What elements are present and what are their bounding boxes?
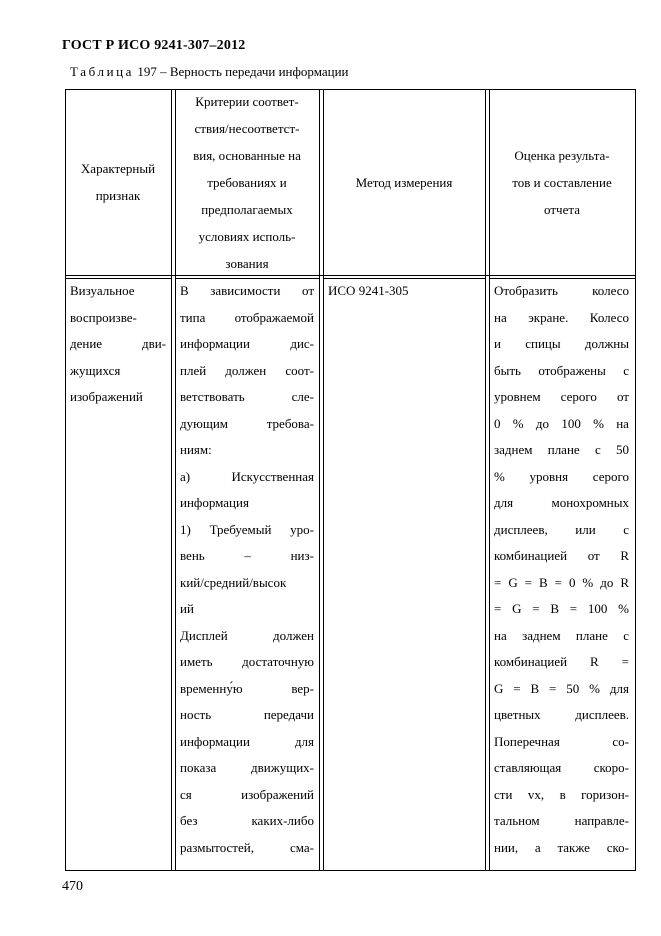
cell-line: Отобразить колесо [494, 283, 629, 298]
header-line: ствия/несоответст- [194, 120, 300, 136]
cell-line: вень – низ- [180, 548, 314, 563]
cell-line: без каких-либо [180, 813, 314, 828]
header-method [323, 89, 485, 275]
cell-line: цветных дисплеев. [494, 707, 629, 722]
cell-line: = G = B = 100 % [494, 601, 629, 616]
cell-line: Дисплей должен [180, 627, 314, 643]
caption-text: 197 – Верность передачи информации [134, 64, 349, 79]
cell-line: ность передачи [180, 707, 314, 722]
cell-line: изображений [70, 389, 143, 404]
header-line: тов и составление [512, 174, 612, 190]
cell-line: 1) Требуемый уро- [180, 521, 314, 537]
header-line: Критерии соответ- [195, 93, 299, 109]
header-line: условиях исполь- [198, 228, 296, 244]
cell-feature [70, 282, 166, 415]
header-criteria [175, 89, 319, 275]
standard-title: ГОСТ Р ИСО 9241-307–2012 [62, 38, 246, 53]
cell-criteria [180, 282, 314, 865]
table-caption [70, 64, 349, 80]
table-border-bottom [65, 870, 636, 871]
header-line: признак [95, 188, 141, 203]
cell-line: дующим требова- [180, 415, 314, 431]
header-rule-double [175, 278, 319, 279]
cell-line: и спицы должны [494, 336, 629, 351]
caption-label: Таблица [70, 64, 135, 79]
cell-line: иметь достаточную [180, 654, 314, 669]
cell-line: информации для [180, 733, 314, 749]
cell-line: для монохромных [494, 495, 629, 510]
cell-line: = G = B = 0 % до R [494, 574, 629, 590]
header-line: требованиях и [207, 174, 287, 190]
cell-line: комбинацией R = [494, 654, 629, 669]
cell-line: жущихся [70, 362, 121, 378]
cell-line: ветствовать сле- [180, 389, 314, 404]
header-rule-double [65, 278, 171, 279]
cell-line: показа движущих- [180, 760, 314, 775]
cell-line: размытостей, сма- [180, 839, 314, 855]
cell-line: ниям: [180, 442, 212, 457]
cell-line: ий [180, 601, 194, 616]
column-divider [485, 89, 486, 871]
cell-line: Визуальное [70, 283, 135, 298]
page-number: 470 [62, 879, 83, 894]
column-divider [171, 89, 172, 871]
header-line: Характерный [80, 161, 156, 176]
cell-line: воспроизве- [70, 309, 137, 325]
cell-line: В зависимости от [180, 283, 314, 298]
method-text: ИСО 9241-305 [328, 283, 409, 298]
table-border-right [635, 89, 636, 871]
cell-line: информации дис- [180, 336, 314, 351]
header-rule-double [323, 278, 485, 279]
cell-evaluation [494, 282, 629, 865]
cell-line: ставляющая скоро- [494, 760, 629, 775]
header-line: предполагаемых [201, 201, 293, 217]
cell-line: кий/средний/высок [180, 574, 287, 590]
header-line: отчета [544, 201, 580, 217]
cell-line: % уровня серого [494, 468, 629, 484]
cell-line: G = B = 50 % для [494, 680, 629, 696]
cell-line: нии, а также ско- [494, 839, 629, 855]
cell-line: ся изображений [180, 786, 314, 802]
cell-line: дение дви- [70, 336, 166, 351]
cell-line: Поперечная со- [494, 733, 629, 749]
header-rule-double [489, 278, 636, 279]
cell-line: сти vx, в горизон- [494, 786, 629, 802]
header-line: вия, основанные на [193, 147, 301, 163]
cell-method [328, 282, 478, 309]
header-feature [65, 89, 171, 275]
cell-line: тальном направле- [494, 813, 629, 828]
header-line: Оценка результа- [514, 147, 610, 163]
cell-line: временну́ю вер- [180, 680, 314, 696]
cell-line: заднем плане с 50 [494, 442, 629, 457]
cell-line: уровнем серого от [494, 389, 629, 404]
cell-line: 0 % до 100 % на [494, 415, 629, 431]
header-evaluation [489, 89, 635, 275]
table-header-rule [65, 275, 636, 276]
cell-line: дисплеев, или с [494, 521, 629, 537]
header-line: Метод измерения [355, 174, 453, 190]
column-divider [319, 89, 320, 871]
cell-line: быть отображены с [494, 362, 629, 378]
cell-line: на заднем плане с [494, 627, 629, 643]
cell-line: комбинацией от R [494, 548, 629, 563]
cell-line: а) Искусственная [180, 468, 314, 484]
cell-line: типа отображаемой [180, 309, 314, 325]
cell-line: информация [180, 495, 249, 510]
cell-line: плей должен соот- [180, 362, 314, 378]
requirements-table [65, 89, 636, 871]
header-line: зования [225, 255, 269, 271]
cell-line: на экране. Колесо [494, 309, 629, 325]
